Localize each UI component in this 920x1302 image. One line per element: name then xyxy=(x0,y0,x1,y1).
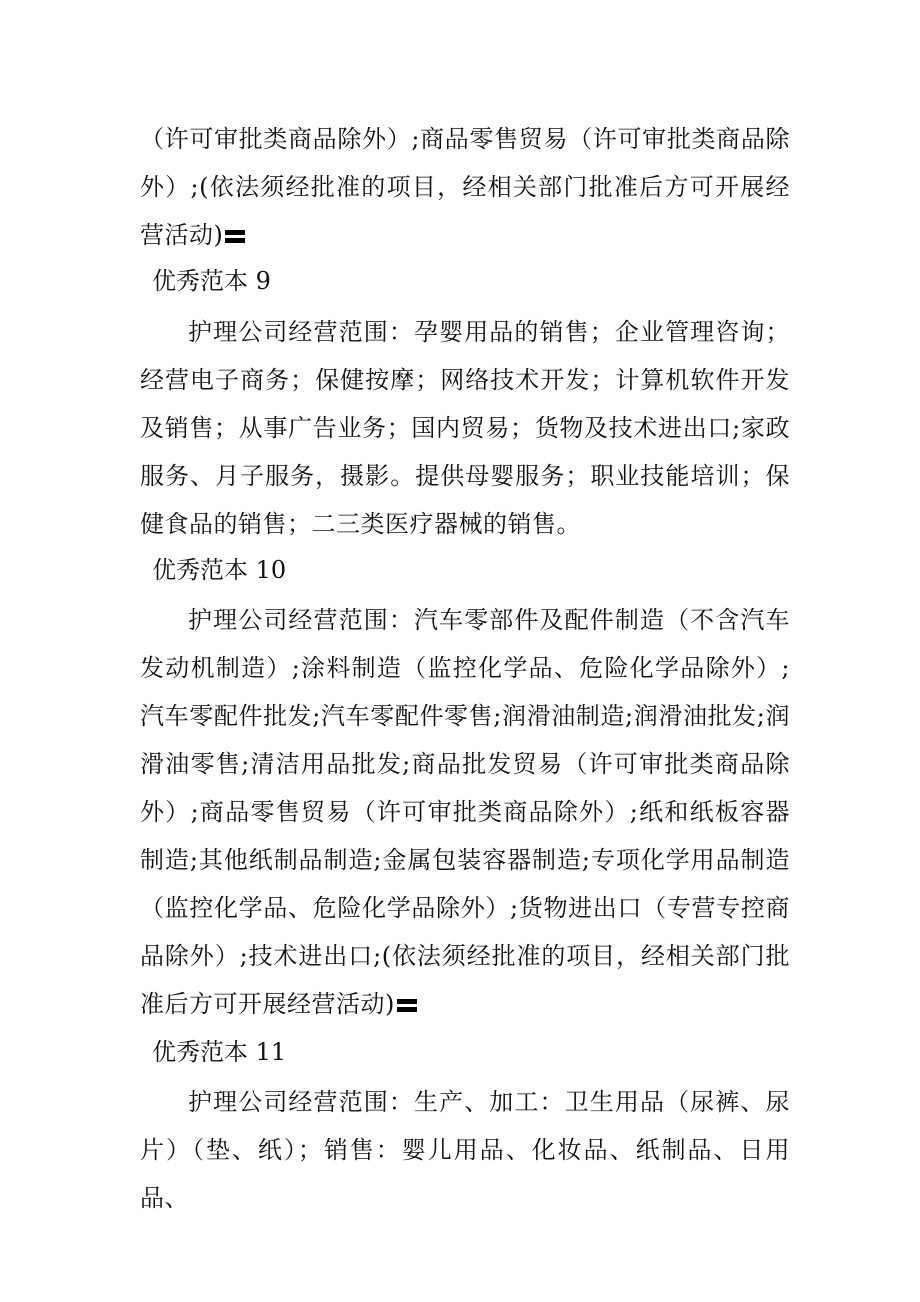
end-of-item-mark-icon xyxy=(225,228,245,245)
sample-9-text: 护理公司经营范围：孕婴用品的销售；企业管理咨询；经营电子商务；保健按摩；网络技术开发；计算机软件开发及销售；从事广告业务；国内贸易；货物及技术进出口;家政服务、月子服务，摄影。提供母婴服务；职业技能培训；保健食品的销售；二三类医疗器械的销售。 xyxy=(140,318,790,538)
sample-10-heading: 优秀范本 10 xyxy=(152,556,287,584)
paragraph-continuation xyxy=(140,115,790,259)
sample-11-paragraph xyxy=(140,1078,790,1222)
sample-9-paragraph xyxy=(140,308,790,548)
sample-11-heading: 优秀范本 11 xyxy=(152,1038,287,1066)
sample-10-paragraph xyxy=(140,596,790,1028)
paragraph-continuation-text: （许可审批类商品除外）;商品零售贸易（许可审批类商品除外）;(依法须经批准的项目，经相关部门批准后方可开展经营活动) xyxy=(140,125,790,249)
sample-9-heading: 优秀范本 9 xyxy=(152,267,271,295)
sample-10-text: 护理公司经营范围：汽车零部件及配件制造（不含汽车发动机制造）;涂料制造（监控化学品、危险化学品除外）;汽车零配件批发;汽车零配件零售;润滑油制造;润滑油批发;润滑油零售;清洁用品批发;商品批发贸易（许可审批类商品除外）;商品零售贸易（许可审批类商品除外）;纸和纸板容器制造;其他纸制品制造;金属包装容器制造;专项化学用品制造（监控化学品、危险化学品除外）;货物进出口（专营专控商品除外）;技术进出口;(依法须经批准的项目，经相关部门批准后方可开展经营活动) xyxy=(140,606,790,1018)
end-of-item-mark-icon xyxy=(397,997,417,1014)
sample-11-text: 护理公司经营范围：生产、加工：卫生用品（尿裤、尿片）（垫、纸）；销售：婴儿用品、化妆品、纸制品、日用品、 xyxy=(140,1088,790,1212)
